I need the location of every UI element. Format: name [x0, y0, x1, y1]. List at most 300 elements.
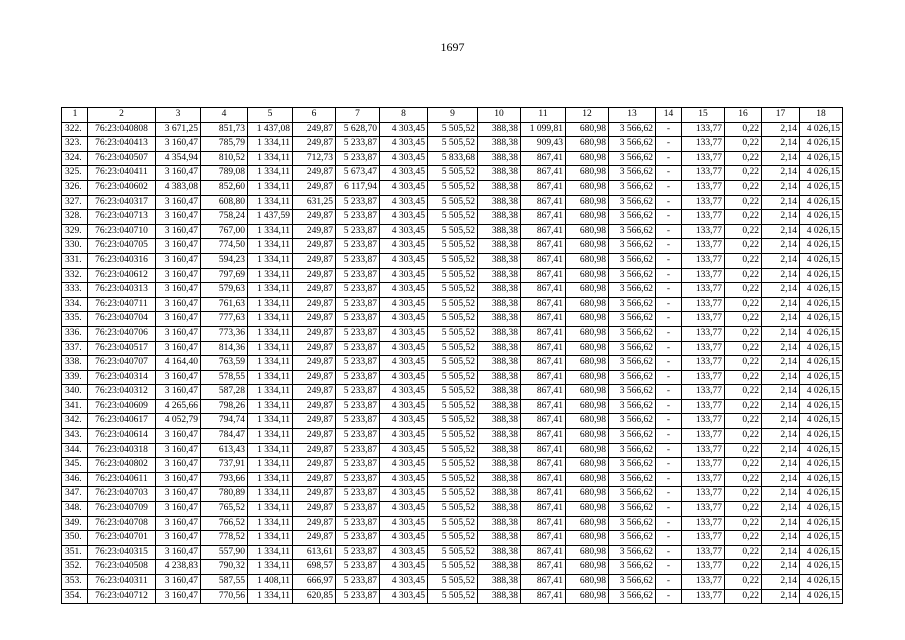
table-cell: 1 334,11: [248, 443, 293, 458]
column-number-cell: 7: [336, 108, 380, 123]
column-number-cell: 16: [725, 108, 762, 123]
table-cell: 4 026,15: [800, 166, 843, 181]
table-cell: 1 437,08: [248, 122, 293, 137]
table-cell: 76:23:040705: [88, 239, 156, 254]
table-cell: 5 233,87: [336, 297, 380, 312]
table-row: [62, 283, 843, 298]
table-cell: 0,22: [725, 545, 762, 560]
table-cell: 249,87: [293, 297, 336, 312]
table-cell: 2,14: [762, 137, 800, 152]
table-cell: 2,14: [762, 487, 800, 502]
table-cell: 5 233,87: [336, 326, 380, 341]
table-cell: 587,55: [201, 575, 248, 590]
table-cell: 3 160,47: [156, 575, 201, 590]
table-cell: 867,41: [521, 472, 566, 487]
table-row: [62, 443, 843, 458]
table-cell: 3 566,62: [609, 575, 656, 590]
table-cell: 327.: [62, 195, 88, 210]
table-cell: 680,98: [566, 516, 609, 531]
table-cell: 3 160,47: [156, 385, 201, 400]
table-cell: 1 334,11: [248, 472, 293, 487]
table-cell: 3 160,47: [156, 283, 201, 298]
table-cell: 388,38: [478, 487, 521, 502]
table-cell: 680,98: [566, 341, 609, 356]
table-cell: 388,38: [478, 414, 521, 429]
table-cell: 4 303,45: [380, 458, 428, 473]
table-cell: 388,38: [478, 385, 521, 400]
table-cell: 249,87: [293, 487, 336, 502]
table-cell: 1 408,11: [248, 575, 293, 590]
table-cell: 4 303,45: [380, 443, 428, 458]
table-cell: 331.: [62, 253, 88, 268]
table-cell: 3 160,47: [156, 224, 201, 239]
table-cell: 343.: [62, 429, 88, 444]
table-cell: 4 303,45: [380, 210, 428, 225]
table-cell: 133,77: [682, 297, 725, 312]
table-cell: 3 160,47: [156, 239, 201, 254]
table-row: [62, 297, 843, 312]
table-cell: 332.: [62, 268, 88, 283]
table-cell: 4 026,15: [800, 122, 843, 137]
table-cell: 0,22: [725, 560, 762, 575]
table-cell: -: [656, 575, 682, 590]
table-cell: 1 099,81: [521, 122, 566, 137]
table-cell: 5 505,52: [428, 356, 478, 371]
table-cell: 1 334,11: [248, 283, 293, 298]
table-cell: 5 833,68: [428, 151, 478, 166]
table-cell: 2,14: [762, 399, 800, 414]
table-cell: 1 334,11: [248, 429, 293, 444]
table-cell: 0,22: [725, 399, 762, 414]
table-row: [62, 356, 843, 371]
table-cell: 0,22: [725, 195, 762, 210]
table-row: [62, 458, 843, 473]
table-cell: 3 566,62: [609, 224, 656, 239]
table-cell: 326.: [62, 180, 88, 195]
table-cell: -: [656, 560, 682, 575]
table-cell: 5 233,87: [336, 560, 380, 575]
table-cell: 3 566,62: [609, 239, 656, 254]
table-cell: 867,41: [521, 589, 566, 604]
table-cell: 4 164,40: [156, 356, 201, 371]
table-cell: 249,87: [293, 385, 336, 400]
table-cell: 4 026,15: [800, 429, 843, 444]
table-cell: 3 566,62: [609, 312, 656, 327]
table-cell: 1 334,11: [248, 268, 293, 283]
table-cell: 76:23:040612: [88, 268, 156, 283]
table-cell: 4 026,15: [800, 443, 843, 458]
table-cell: 3 566,62: [609, 283, 656, 298]
table-cell: 5 233,87: [336, 531, 380, 546]
table-cell: 666,97: [293, 575, 336, 590]
table-cell: 388,38: [478, 137, 521, 152]
table-cell: 4 303,45: [380, 575, 428, 590]
table-cell: 1 334,11: [248, 297, 293, 312]
table-cell: 3 160,47: [156, 166, 201, 181]
table-cell: -: [656, 283, 682, 298]
table-cell: 5 673,47: [336, 166, 380, 181]
table-cell: 133,77: [682, 341, 725, 356]
table-cell: 334.: [62, 297, 88, 312]
table-cell: 680,98: [566, 122, 609, 137]
table-cell: 4 026,15: [800, 210, 843, 225]
table-row: [62, 137, 843, 152]
table-cell: 3 160,47: [156, 443, 201, 458]
table-cell: 1 334,11: [248, 516, 293, 531]
table-cell: 790,32: [201, 560, 248, 575]
table-cell: 2,14: [762, 414, 800, 429]
table-cell: 337.: [62, 341, 88, 356]
table-cell: 763,59: [201, 356, 248, 371]
table-cell: 5 628,70: [336, 122, 380, 137]
table-cell: 1 334,11: [248, 312, 293, 327]
table-cell: 76:23:040317: [88, 195, 156, 210]
table-cell: 867,41: [521, 560, 566, 575]
table-cell: 4 303,45: [380, 151, 428, 166]
table-cell: 3 160,47: [156, 253, 201, 268]
table-cell: 249,87: [293, 137, 336, 152]
table-cell: 76:23:040315: [88, 545, 156, 560]
table-cell: 867,41: [521, 166, 566, 181]
table-cell: 5 505,52: [428, 210, 478, 225]
table-cell: 1 334,11: [248, 224, 293, 239]
table-cell: 249,87: [293, 429, 336, 444]
table-cell: 3 160,47: [156, 502, 201, 517]
table-cell: 336.: [62, 326, 88, 341]
table-cell: -: [656, 589, 682, 604]
table-cell: 1 334,11: [248, 239, 293, 254]
table-cell: 4 303,45: [380, 122, 428, 137]
table-cell: 680,98: [566, 326, 609, 341]
table-row: [62, 166, 843, 181]
column-number-cell: 11: [521, 108, 566, 123]
table-cell: 867,41: [521, 297, 566, 312]
table-cell: 4 354,94: [156, 151, 201, 166]
table-cell: 587,28: [201, 385, 248, 400]
table-cell: 784,47: [201, 429, 248, 444]
column-number-cell: 8: [380, 108, 428, 123]
table-cell: 3 160,47: [156, 458, 201, 473]
table-cell: 4 026,15: [800, 137, 843, 152]
table-cell: 0,22: [725, 414, 762, 429]
table-cell: 249,87: [293, 224, 336, 239]
table-cell: 620,85: [293, 589, 336, 604]
table-cell: 133,77: [682, 458, 725, 473]
table-cell: 4 303,45: [380, 137, 428, 152]
table-cell: 3 566,62: [609, 210, 656, 225]
table-cell: 133,77: [682, 589, 725, 604]
table-cell: -: [656, 224, 682, 239]
table-cell: 5 505,52: [428, 516, 478, 531]
table-cell: 3 566,62: [609, 151, 656, 166]
table-cell: 76:23:040312: [88, 385, 156, 400]
table-cell: 3 671,25: [156, 122, 201, 137]
table-cell: 712,73: [293, 151, 336, 166]
table-cell: 4 026,15: [800, 399, 843, 414]
column-number-cell: 12: [566, 108, 609, 123]
table-cell: 5 505,52: [428, 239, 478, 254]
table-cell: 4 026,15: [800, 195, 843, 210]
table-cell: 388,38: [478, 560, 521, 575]
table-cell: 5 233,87: [336, 385, 380, 400]
table-cell: 5 233,87: [336, 195, 380, 210]
table-row: [62, 210, 843, 225]
table-cell: 4 303,45: [380, 356, 428, 371]
table-cell: 680,98: [566, 487, 609, 502]
table-cell: 388,38: [478, 531, 521, 546]
table-cell: 348.: [62, 502, 88, 517]
column-number-cell: 5: [248, 108, 293, 123]
table-cell: 4 303,45: [380, 429, 428, 444]
table-cell: -: [656, 166, 682, 181]
table-cell: 2,14: [762, 356, 800, 371]
table-cell: 76:23:040710: [88, 224, 156, 239]
table-cell: 0,22: [725, 326, 762, 341]
table-cell: 388,38: [478, 180, 521, 195]
table-cell: 3 160,47: [156, 137, 201, 152]
table-cell: 794,74: [201, 414, 248, 429]
table-cell: 133,77: [682, 151, 725, 166]
table-cell: 333.: [62, 283, 88, 298]
table-cell: 3 566,62: [609, 370, 656, 385]
table-cell: 5 233,87: [336, 268, 380, 283]
column-number-cell: 9: [428, 108, 478, 123]
table-row: [62, 312, 843, 327]
table-cell: 4 026,15: [800, 326, 843, 341]
table-cell: 2,14: [762, 341, 800, 356]
table-cell: 5 233,87: [336, 589, 380, 604]
table-cell: 777,63: [201, 312, 248, 327]
table-cell: 249,87: [293, 531, 336, 546]
table-cell: 0,22: [725, 429, 762, 444]
table-cell: 608,80: [201, 195, 248, 210]
table-cell: 133,77: [682, 516, 725, 531]
table-cell: 867,41: [521, 253, 566, 268]
table-cell: 133,77: [682, 356, 725, 371]
table-cell: 352.: [62, 560, 88, 575]
table-cell: 594,23: [201, 253, 248, 268]
table-cell: 5 233,87: [336, 443, 380, 458]
table-cell: 3 160,47: [156, 429, 201, 444]
table-row: [62, 224, 843, 239]
table-cell: 133,77: [682, 224, 725, 239]
table-cell: 133,77: [682, 195, 725, 210]
table-cell: 3 160,47: [156, 589, 201, 604]
table-cell: -: [656, 239, 682, 254]
table-cell: 4 026,15: [800, 385, 843, 400]
table-cell: 133,77: [682, 487, 725, 502]
table-row: [62, 180, 843, 195]
table-cell: -: [656, 151, 682, 166]
table-cell: 388,38: [478, 224, 521, 239]
table-cell: 867,41: [521, 151, 566, 166]
table-cell: 5 505,52: [428, 545, 478, 560]
table-cell: 354.: [62, 589, 88, 604]
table-cell: 133,77: [682, 560, 725, 575]
table-cell: 5 505,52: [428, 560, 478, 575]
table-cell: -: [656, 180, 682, 195]
table-cell: 133,77: [682, 312, 725, 327]
table-cell: 133,77: [682, 414, 725, 429]
table-cell: 3 160,47: [156, 545, 201, 560]
table-cell: 613,61: [293, 545, 336, 560]
table-cell: 0,22: [725, 443, 762, 458]
table-cell: 249,87: [293, 341, 336, 356]
table-cell: 680,98: [566, 575, 609, 590]
table-cell: 76:23:040712: [88, 589, 156, 604]
table-cell: -: [656, 341, 682, 356]
table-cell: 0,22: [725, 472, 762, 487]
table-cell: 2,14: [762, 195, 800, 210]
table-cell: 680,98: [566, 472, 609, 487]
table-cell: 4 026,15: [800, 356, 843, 371]
table-cell: 5 505,52: [428, 137, 478, 152]
table-cell: 3 160,47: [156, 531, 201, 546]
table-cell: 4 026,15: [800, 268, 843, 283]
table-cell: 0,22: [725, 137, 762, 152]
table-cell: -: [656, 429, 682, 444]
table-cell: 613,43: [201, 443, 248, 458]
table-cell: 133,77: [682, 502, 725, 517]
table-cell: 4 303,45: [380, 399, 428, 414]
table-cell: -: [656, 326, 682, 341]
table-cell: 680,98: [566, 312, 609, 327]
table-cell: 4 383,08: [156, 180, 201, 195]
table-cell: 133,77: [682, 180, 725, 195]
table-cell: 680,98: [566, 195, 609, 210]
table-cell: 5 233,87: [336, 312, 380, 327]
table-cell: 5 233,87: [336, 575, 380, 590]
table-cell: 793,66: [201, 472, 248, 487]
column-number-cell: 17: [762, 108, 800, 123]
table-cell: -: [656, 122, 682, 137]
table-cell: 76:23:040703: [88, 487, 156, 502]
table-cell: 4 238,83: [156, 560, 201, 575]
table-cell: 388,38: [478, 472, 521, 487]
table-cell: 680,98: [566, 589, 609, 604]
table-cell: 4 303,45: [380, 560, 428, 575]
table-cell: 4 303,45: [380, 370, 428, 385]
table-cell: 867,41: [521, 180, 566, 195]
table-cell: 3 566,62: [609, 326, 656, 341]
table-cell: 1 334,11: [248, 414, 293, 429]
table-cell: 76:23:040411: [88, 166, 156, 181]
table-cell: 4 026,15: [800, 531, 843, 546]
table-row: [62, 575, 843, 590]
table-cell: 758,24: [201, 210, 248, 225]
table-cell: 0,22: [725, 268, 762, 283]
table-cell: 1 334,11: [248, 356, 293, 371]
table-cell: 388,38: [478, 151, 521, 166]
table-cell: 388,38: [478, 268, 521, 283]
table-cell: 3 160,47: [156, 472, 201, 487]
table-cell: 680,98: [566, 560, 609, 575]
table-cell: 4 026,15: [800, 458, 843, 473]
column-number-cell: 6: [293, 108, 336, 123]
table-cell: 249,87: [293, 458, 336, 473]
table-row: [62, 239, 843, 254]
table-cell: 5 505,52: [428, 589, 478, 604]
table-cell: 5 233,87: [336, 137, 380, 152]
table-cell: 2,14: [762, 575, 800, 590]
table-cell: 867,41: [521, 341, 566, 356]
table-cell: 388,38: [478, 122, 521, 137]
table-cell: 852,60: [201, 180, 248, 195]
table-cell: 344.: [62, 443, 88, 458]
table-row: [62, 472, 843, 487]
table-cell: 2,14: [762, 443, 800, 458]
table-cell: 0,22: [725, 502, 762, 517]
table-cell: 1 334,11: [248, 531, 293, 546]
table-row: [62, 253, 843, 268]
table-cell: 388,38: [478, 399, 521, 414]
table-cell: 909,43: [521, 137, 566, 152]
table-cell: 76:23:040311: [88, 575, 156, 590]
table-cell: 388,38: [478, 341, 521, 356]
table-cell: 328.: [62, 210, 88, 225]
table-cell: 4 303,45: [380, 472, 428, 487]
table-cell: 249,87: [293, 414, 336, 429]
table-cell: 3 160,47: [156, 210, 201, 225]
table-cell: 3 160,47: [156, 516, 201, 531]
table-cell: 0,22: [725, 283, 762, 298]
table-cell: 4 026,15: [800, 370, 843, 385]
table-row: [62, 370, 843, 385]
table-cell: 5 505,52: [428, 268, 478, 283]
table-cell: 1 334,11: [248, 399, 293, 414]
table-cell: 680,98: [566, 180, 609, 195]
column-number-cell: 1: [62, 108, 88, 123]
table-row: [62, 385, 843, 400]
table-cell: 5 505,52: [428, 341, 478, 356]
table-cell: 1 334,11: [248, 253, 293, 268]
table-cell: 4 303,45: [380, 414, 428, 429]
table-cell: 4 303,45: [380, 166, 428, 181]
table-cell: 867,41: [521, 356, 566, 371]
table-cell: 2,14: [762, 268, 800, 283]
table-cell: 4 303,45: [380, 224, 428, 239]
table-cell: 5 233,87: [336, 429, 380, 444]
table-cell: 773,36: [201, 326, 248, 341]
table-cell: 0,22: [725, 224, 762, 239]
table-cell: 5 505,52: [428, 122, 478, 137]
table-cell: 789,08: [201, 166, 248, 181]
table-cell: 680,98: [566, 370, 609, 385]
table-cell: 5 233,87: [336, 210, 380, 225]
table-cell: 5 505,52: [428, 414, 478, 429]
column-number-cell: 10: [478, 108, 521, 123]
table-cell: 4 303,45: [380, 283, 428, 298]
table-cell: 867,41: [521, 283, 566, 298]
table-cell: 4 026,15: [800, 545, 843, 560]
table-cell: 3 566,62: [609, 545, 656, 560]
table-cell: 76:23:040711: [88, 297, 156, 312]
table-cell: 2,14: [762, 224, 800, 239]
table-cell: 3 566,62: [609, 458, 656, 473]
table-cell: 3 160,47: [156, 297, 201, 312]
table-row: [62, 399, 843, 414]
table-cell: 4 026,15: [800, 341, 843, 356]
table-cell: 5 505,52: [428, 472, 478, 487]
table-cell: 388,38: [478, 370, 521, 385]
table-cell: 388,38: [478, 297, 521, 312]
table-cell: 5 233,87: [336, 341, 380, 356]
table-row: [62, 195, 843, 210]
table-cell: 2,14: [762, 545, 800, 560]
table-cell: 0,22: [725, 180, 762, 195]
table-cell: 249,87: [293, 472, 336, 487]
table-cell: 0,22: [725, 356, 762, 371]
